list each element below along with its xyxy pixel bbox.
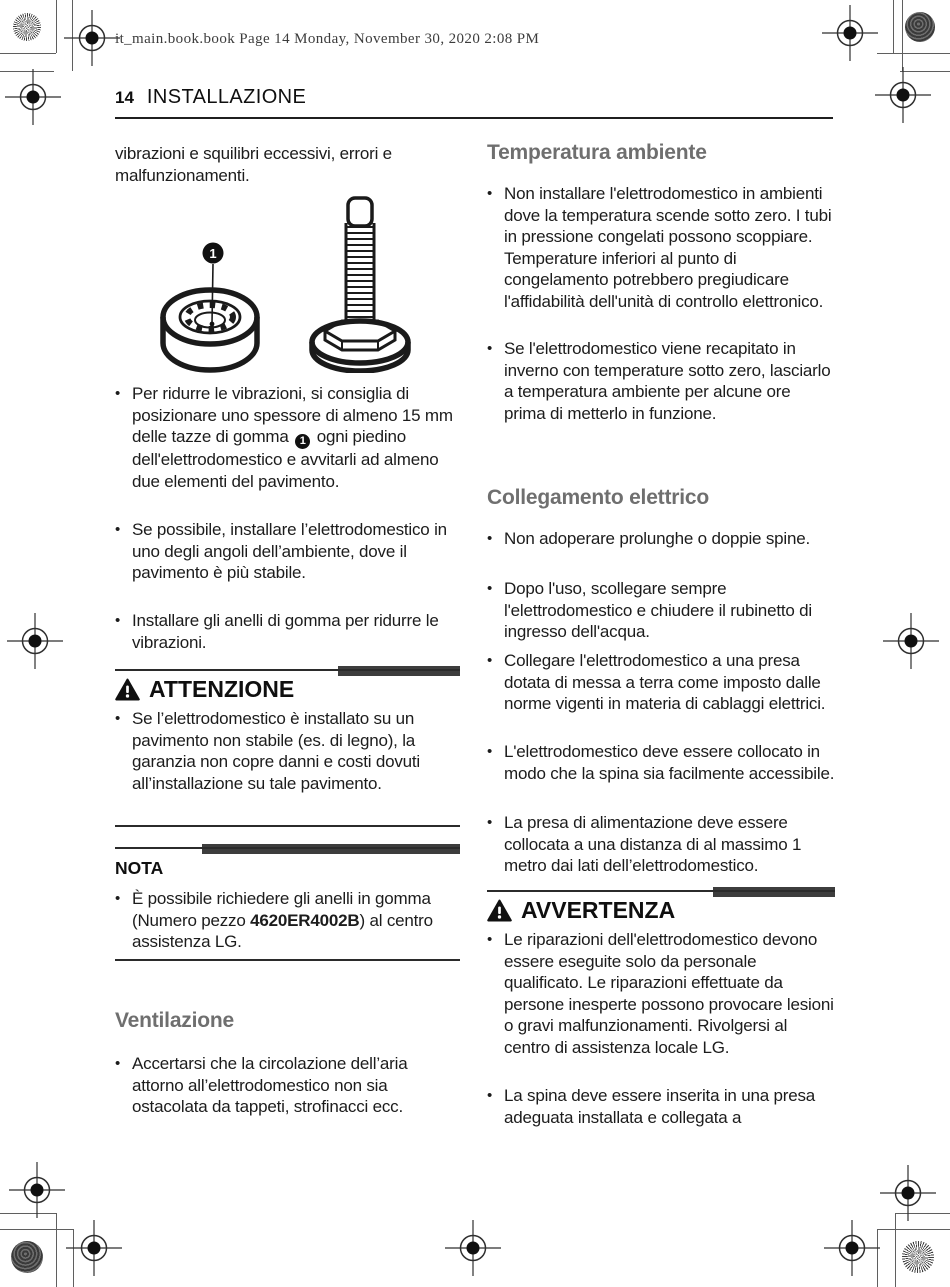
list-item — [115, 610, 461, 653]
crop-mark-line — [895, 1213, 896, 1287]
registration-mark-icon — [822, 5, 878, 61]
registration-mark-icon — [9, 1162, 65, 1218]
note-top-rule — [115, 847, 460, 849]
list-item — [487, 741, 835, 784]
bullet-dot: • — [487, 530, 493, 547]
warning-accent-bar — [713, 887, 835, 897]
bullet-dot: • — [115, 710, 121, 727]
starburst-calibration-icon — [902, 1241, 934, 1273]
caution-accent-bar — [338, 666, 460, 676]
registration-mark-icon — [5, 69, 61, 125]
note-heading: NOTA — [115, 858, 164, 878]
bullet-text: Collegare l'elettrodomestico a una presa dotata di messa a terra come imposto dalle norme vigenti in materia di cablaggi elettrici. — [504, 651, 826, 713]
list-item — [487, 812, 835, 877]
bullet-dot: • — [487, 185, 493, 202]
callout-1-badge: 1 — [295, 434, 310, 449]
crop-mark-line — [0, 53, 56, 54]
note-accent-bar — [202, 844, 460, 854]
caution-bottom-rule — [115, 825, 460, 827]
page-number: 14 — [115, 88, 134, 107]
list-item — [115, 708, 461, 794]
bullet-text: Le riparazioni dell'elettrodomestico devono essere eseguite solo da personale qualificato. Le riparazioni effettuate da persone inesperte possono provocare lesioni o gravi malfunzionamenti. Rivolgersi al centro di assistenza locale LG. — [504, 930, 834, 1057]
bullet-text: Non adoperare prolunghe o doppie spine. — [504, 529, 810, 548]
crop-mark-line — [0, 1229, 73, 1230]
warning-top-rule — [487, 890, 835, 892]
caution-heading — [115, 676, 294, 703]
bullet-dot: • — [115, 385, 121, 402]
registration-mark-icon — [880, 1165, 936, 1221]
list-item — [115, 383, 461, 492]
list-item — [487, 528, 835, 550]
list-item — [487, 578, 835, 643]
page-title: INSTALLAZIONE — [146, 86, 307, 108]
bullet-text: Se l’elettrodomestico è installato su un pavimento non stabile (es. di legno), la garanzia non copre danni e costi dovuti all’installazione su tale pavimento. — [132, 709, 421, 793]
crop-mark-line — [56, 0, 57, 53]
ventilation-heading: Ventilazione — [115, 1009, 234, 1032]
registration-mark-icon — [824, 1220, 880, 1276]
bullet-dot: • — [115, 1055, 121, 1072]
bullet-dot: • — [487, 814, 493, 831]
bullet-text: La presa di alimentazione deve essere collocata a una distanza di al massimo 1 metro dai lati dell’elettrodomestico. — [504, 813, 802, 875]
crop-mark-line — [877, 53, 950, 54]
bullet-dot: • — [487, 340, 493, 357]
electrical-heading: Collegamento elettrico — [487, 486, 709, 509]
registration-mark-icon — [64, 10, 120, 66]
registration-mark-icon — [445, 1220, 501, 1276]
registration-mark-icon — [7, 613, 63, 669]
bullet-text: Per ridurre le vibrazioni, si consiglia di posizionare uno spessore di almeno 15 mm delle tazze di gomma 1 ogni piedino dell'elettrodomestico e avvitarli ad almeno due elementi del pavimento. — [132, 384, 453, 491]
bullet-dot: • — [487, 652, 493, 669]
crop-mark-line — [902, 0, 903, 71]
density-calibration-icon — [11, 1241, 43, 1273]
bullet-dot: • — [487, 743, 493, 760]
ambient-temp-heading: Temperatura ambiente — [487, 141, 707, 164]
list-item — [115, 1053, 461, 1118]
list-item — [115, 519, 461, 584]
warning-heading — [487, 897, 675, 924]
warning-title: AVVERTENZA — [521, 897, 676, 923]
page-header — [115, 86, 306, 109]
registration-mark-icon — [883, 613, 939, 669]
bullet-dot: • — [115, 890, 121, 907]
bullet-text: È possibile richiedere gli anelli in gomma (Numero pezzo 4620ER4002B) al centro assistenza LG. — [132, 889, 433, 951]
bullet-dot: • — [487, 1087, 493, 1104]
bullet-text: La spina deve essere inserita in una presa adeguata installata e collegata a — [504, 1086, 816, 1127]
callout-1-label: 1 — [209, 246, 217, 261]
leveling-foot-figure — [115, 193, 461, 373]
bullet-text: Accertarsi che la circolazione dell’aria attorno all’elettrodomestico non sia ostacolata da tappeti, strofinacci ecc. — [132, 1054, 408, 1116]
list-item — [487, 1085, 835, 1128]
bullet-text: Se l'elettrodomestico viene recapitato in inverno con temperature sotto zero, lasciarlo a temperatura ambiente per alcune ore prima di metterlo in funzione. — [504, 339, 831, 423]
crop-mark-line — [877, 1229, 950, 1230]
density-calibration-icon — [905, 12, 935, 42]
part-number: 4620ER4002B — [250, 910, 360, 930]
bullet-dot: • — [487, 580, 493, 597]
starburst-calibration-icon — [13, 13, 41, 41]
caution-top-rule — [115, 669, 460, 671]
list-item — [115, 888, 461, 953]
intro-paragraph: vibrazioni e squilibri eccessivi, errori e malfunzionamenti. — [115, 144, 392, 185]
crop-mark-line — [56, 1213, 57, 1287]
list-item — [487, 650, 835, 715]
list-item — [487, 929, 835, 1058]
bullet-text: Non installare l'elettrodomestico in ambienti dove la temperatura scende sotto zero. I tubi in pressione congelati possono scoppiare. Temperature inferiori al punto di congelamento potrebbero pregiudicare l'affidabilità dell'unità di controllo elettronico. — [504, 184, 832, 311]
warning-triangle-icon — [115, 678, 140, 701]
registration-mark-icon — [66, 1220, 122, 1276]
crop-mark-line — [893, 0, 894, 53]
list-item — [487, 338, 835, 424]
list-item — [487, 183, 835, 312]
note-bottom-rule — [115, 959, 460, 961]
bullet-dot: • — [115, 521, 121, 538]
bullet-text: Dopo l'uso, scollegare sempre l'elettrodomestico e chiudere il rubinetto di ingresso dell'acqua. — [504, 579, 812, 641]
caution-title: ATTENZIONE — [149, 676, 295, 702]
bullet-text: Se possibile, installare l’elettrodomestico in uno degli angoli dell’ambiente, dove il pavimento è più stabile. — [132, 520, 447, 582]
registration-mark-icon — [875, 67, 931, 123]
bullet-text: Installare gli anelli di gomma per ridurre le vibrazioni. — [132, 611, 439, 652]
header-rule — [115, 117, 833, 119]
warning-triangle-icon — [487, 899, 512, 922]
bullet-dot: • — [115, 612, 121, 629]
bullet-text: L'elettrodomestico deve essere collocato in modo che la spina sia facilmente accessibile. — [504, 742, 835, 783]
bullet-dot: • — [487, 931, 493, 948]
print-file-info: it_main.book.book Page 14 Monday, November 30, 2020 2:08 PM — [115, 31, 540, 47]
